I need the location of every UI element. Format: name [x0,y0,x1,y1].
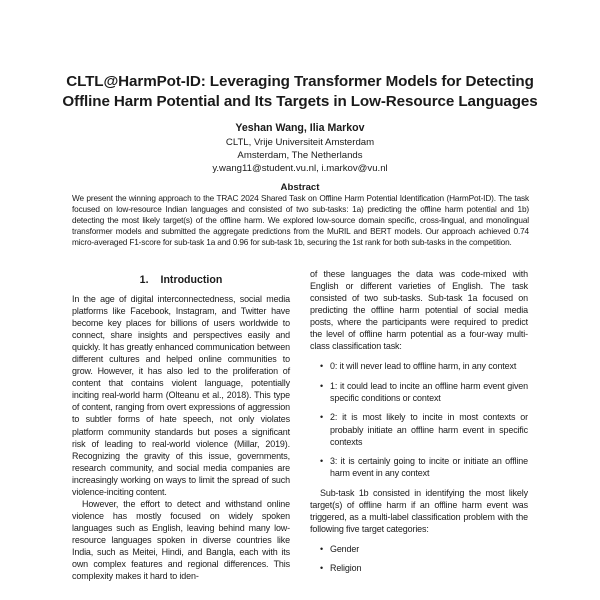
intro-right-paragraph-2: Sub-task 1b consisted in identifying the most likely target(s) of offline harm if an offline harm event was triggered, as a multi-label classification problem with the following five target categories: [310,487,528,534]
section-number: 1. [139,274,149,286]
title-line-1: CLTL@HarmPot-ID: Leveraging Transformer Models for Detecting [66,73,534,90]
intro-right-paragraph-1: of these languages the data was code-mixed with English or different varieties of English. The task consisted of two sub-tasks. Sub-task 1a focused on predicting the offline harm potential of social media posts, where the participants were required to predict the level of offline harm potential as a four-way multi-class classification task: [310,269,528,352]
bullet-icon: • [320,456,324,467]
list-item: • 2: it is most likely to incite in most contexts or probably initiate an offline harm event in specific contexts [320,412,528,447]
bullet-icon: • [320,361,324,372]
bullet-icon: • [320,380,324,391]
paper-title [40,72,560,112]
author-block [150,122,450,175]
section-heading-introduction [72,274,290,287]
list-item: • Gender [320,543,360,554]
bullet-icon: • [320,543,324,554]
bullet-icon: • [320,412,324,423]
bullet-icon: • [320,563,324,574]
target-category-list [310,543,528,575]
abstract-text: We present the winning approach to the TRAC 2024 Shared Task on Offline Harm Potential Identification (HarmPot-ID). The task focused on low-resource Indian languages and consisted of two sub-tasks: 1a) predicting the offline harm potential and 1b) detecting the most likely target(s) of the offline harm. We explored low-source domain specific, cross-lingual, and monolingual transformer models and submitted the aggregate predictions from the MuRIL and BERT models. Our approach achieved 0.74 micro-averaged F1-score for sub-task 1a and 0.96 for sub-task 1b, securing the 1st rank for both sub-tasks in the competition. [72,194,529,248]
list-item: • 0: it will never lead to offline harm, in any context [320,361,517,372]
left-column [72,293,290,582]
authors: Yeshan Wang, Ilia Markov [235,122,365,134]
abstract-heading: Abstract [280,182,320,193]
list-item: • 1: it could lead to incite an offline harm event given specific conditions or context [320,380,528,403]
right-column [310,268,528,582]
affiliation-line-1: CLTL, Vrije Universiteit Amsterdam [225,136,375,148]
author-emails: y.wang11@student.vu.nl, i.markov@vu.nl [212,162,388,174]
intro-paragraph-1: In the age of digital interconnectedness, social media platforms like Facebook, Instagram, and Twitter have become key places for billions of users worldwide to connect, share insights and perspectives easily and quickly. It has greatly enhanced communication between different cultures and helped online communities to grow. However, it has also led to the proliferation of content that contains violent language, potentially inciting real-world harm (Olteanu et al., 2018). This type of content, ranging from overt expressions of aggression to subtler forms of hate speech, not only violates platform community standards but poses a significant risk of leading to real-world violence (Millar, 2019). Recognizing the gravity of this issue, governments, research community, and social media companies are increasingly working on ways to limit the spread of such violence-inciting content. [72,294,290,497]
section-title: Introduction [160,274,223,286]
harm-level-list [310,360,528,479]
list-item: • Religion [320,563,362,574]
list-item: • 3: it is certainly going to incite or initiate an offline harm event in any context [320,456,528,479]
intro-paragraph-2: However, the effort to detect and withstand online violence has mostly focused on widely spoken languages such as English, leaving behind many low-resource languages spoken in diverse countries like India, such as Meitei, Hindi, and Bangla, each with its own complex features and regional differences. This complexity makes it hard to iden- [72,498,290,582]
title-line-2: Offline Harm Potential and Its Targets in Low-Resource Languages [62,93,538,110]
affiliation-line-2: Amsterdam, The Netherlands [237,149,363,161]
